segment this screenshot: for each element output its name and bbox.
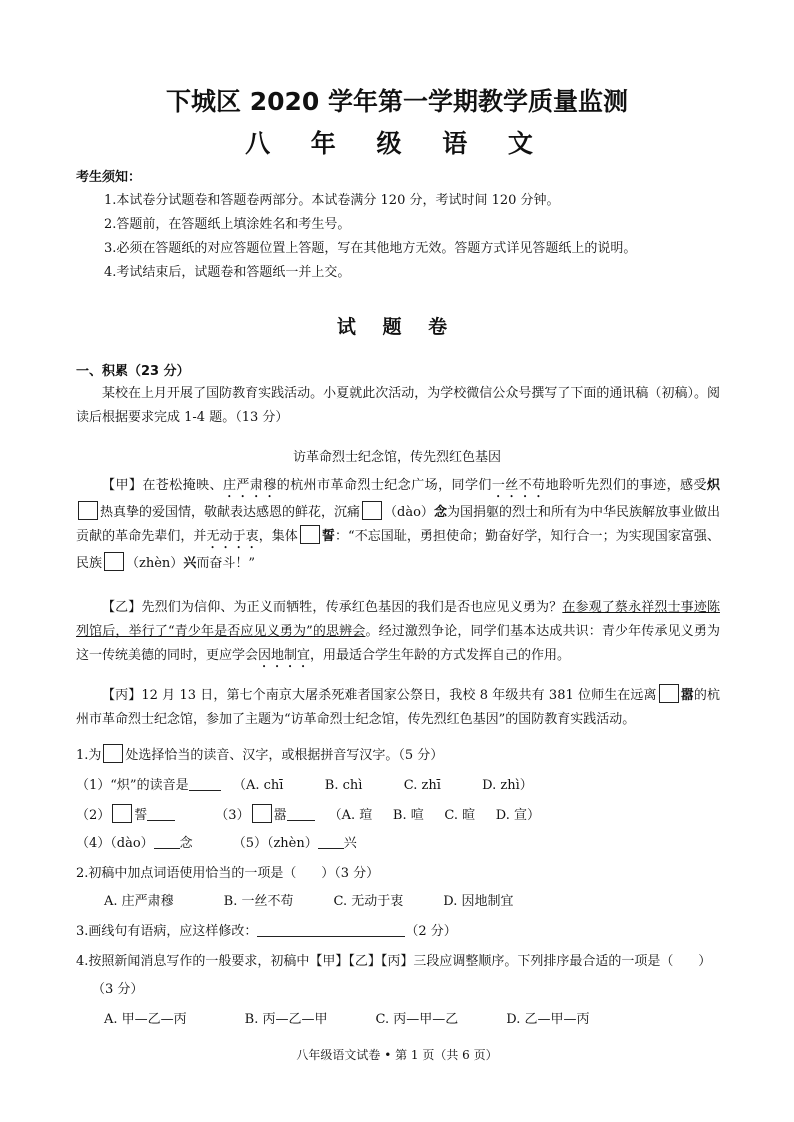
answer-box-4	[362, 501, 382, 520]
section-heading: 一、积累（23 分）	[76, 364, 190, 379]
article-title: 访革命烈士纪念馆，传先烈红色基因	[292, 450, 501, 465]
underlined-sentence: 在参观了蔡永祥烈士事迹陈列馆后，举行了“青少年是否应见义勇为”的思辨会	[76, 600, 720, 639]
page-footer: 八年级语文试卷 • 第 1 页（共 6 页）	[296, 1048, 498, 1062]
question-2-options: A. 庄严肃穆 B. 一丝不苟 C. 无动于衷 D. 因地制宜	[104, 894, 514, 909]
answer-box-2	[300, 525, 320, 544]
section-intro: 某校在上月开展了国防教育实践活动。小夏就此次活动，为学校微信公众号撰写了下面的通讯稿（初稿）。阅读后根据要求完成 1-4 题。（13 分）	[76, 386, 720, 425]
question-4-score: （3 分）	[92, 982, 144, 997]
box-icon	[252, 804, 272, 823]
notice-item-1: 1.本试卷分试题卷和答题卷两部分。本试卷满分 120 分，考试时间 120 分钟。	[104, 193, 560, 208]
answer-box-1	[78, 501, 98, 520]
question-3: 3.画线句有语病，应这样修改： （2 分）	[76, 924, 457, 939]
box-icon	[103, 744, 123, 763]
paragraph-yi: 【乙】先烈们为信仰、为正义而牺牲，传承红色基因的我们是否也应见义勇为？在参观了蔡永祥烈士事迹陈列馆后，举行了“青少年是否应见义勇为”的思辨会。经过激烈争论，同学们基本达成共识：青少年传承见义勇为这一传统美德的同时，更应学会因地制宜，用最适合学生年龄的方式发挥自己的作用。	[76, 600, 720, 663]
answer-box-5	[104, 552, 124, 571]
exam-title: 下城区 2020 学年第一学期教学质量监测	[166, 87, 628, 116]
question-4-options: A. 甲—乙—丙 B. 丙—乙—甲 C. 丙—甲—乙 D. 乙—甲—丙	[104, 1012, 590, 1027]
notice-item-2: 2.答题前，在答题纸上填涂姓名和考生号。	[104, 217, 351, 232]
paragraph-bing: 【丙】12 月 13 日，第七个南京大屠杀死难者国家公祭日，我校 8 年级共有 381 位师生在远离 嚣的杭州市革命烈士纪念馆，参加了主题为“访革命烈士纪念馆，传先烈红色基因”的国防教育实践活动。	[76, 684, 720, 732]
notice-heading: 考生须知：	[76, 170, 142, 185]
question-1: 1.为 处选择恰当的读音、汉字，或根据拼音写汉字。（5 分）	[76, 744, 443, 763]
notice-item-4: 4.考试结束后，试题卷和答题纸一并上交。	[104, 265, 351, 280]
question-1-1: （1）“炽”的读音是 （A. chī B. chì C. zhī D. zhì）	[76, 778, 533, 793]
question-1-4-5: （4）（dào） 念 （5）（zhèn） 兴	[76, 836, 357, 851]
question-4: 4.按照新闻消息写作的一般要求，初稿中【甲】【乙】【丙】三段应调整顺序。下列排序最合适的一项是（ ）	[76, 954, 712, 969]
paragraph-jia: 【甲】在苍松掩映、庄严肃穆的杭州市革命烈士纪念广场，同学们一丝不苟地聆听先烈们的事迹，感受炽热真挚的爱国情，敬献表达感恩的鲜花，沉痛 （dào）念为国捐躯的烈士和所有为中华民族解放事业做出贡献的革命先辈们，并无动于衷，集体 誓：“不忘国耻，勇担使命；勤奋好学，知行合一；为实现国家富强、民族 （zhèn）兴而奋斗！”	[76, 478, 720, 571]
question-1-2-3: （2） 誓 （3） 嚣 （A. 瑄 B. 喧 C. 暄 D. 宣）	[76, 804, 540, 823]
paper-title: 试 题 卷	[336, 316, 458, 338]
exam-subtitle: 八 年 级 语 文	[245, 129, 549, 158]
box-icon	[112, 804, 132, 823]
answer-box-3	[659, 684, 679, 703]
notice-item-3: 3.必须在答题纸的对应答题位置上答题，写在其他地方无效。答题方式详见答题纸上的说明。	[104, 241, 637, 256]
question-2: 2.初稿中加点词语使用恰当的一项是（ ）（3 分）	[76, 866, 380, 881]
